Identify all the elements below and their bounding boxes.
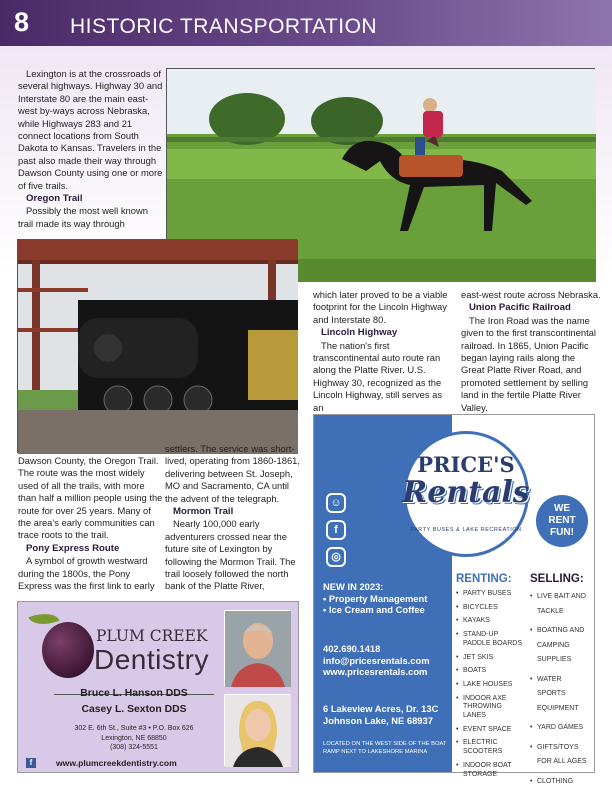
doctor-1-portrait xyxy=(225,611,291,687)
doctor-2-portrait xyxy=(225,695,291,767)
renting-item: • KAYAKS xyxy=(456,617,526,626)
we-rent-fun-badge xyxy=(536,495,588,547)
article-intro: Lexington is at the crossroads of several highways. Highway 30 and Interstate 80 are the main east-west by-ways across Nebraska, while Highways 283 and 21 connect locations from South Dakota to Kansas. Travelers in the past also made their way through Dawson County using one or more of five trails. xyxy=(18,68,163,191)
renting-item: • ELECTRIC SCOOTERS xyxy=(456,739,526,756)
renting-item: • JET SKIS xyxy=(456,654,526,663)
renting-item: • EVENT SPACE xyxy=(456,726,526,735)
prices-logo-main: Rentals xyxy=(402,475,530,510)
article-column-4 xyxy=(461,289,601,414)
plum-name-line-1: PLUM CREEK xyxy=(96,627,208,645)
prices-address-2: Johnson Lake, NE 68937 xyxy=(323,714,433,726)
prices-logo-subtitle: PARTY BUSES & LAKE RECREATION xyxy=(410,527,522,533)
plum-address xyxy=(18,724,250,753)
renting-heading: RENTING: xyxy=(456,573,512,585)
badge-line-2: RENT xyxy=(548,515,576,526)
doctor-2-photo xyxy=(224,694,290,766)
plum-phone: (308) 324-5551 xyxy=(110,744,158,751)
renting-list xyxy=(456,590,526,779)
renting-item: • STAND-UP PADDLE BOARDS xyxy=(456,631,526,648)
prices-address-1: 6 Lakeview Acres, Dr. 13C xyxy=(323,703,439,714)
page-header xyxy=(0,0,612,46)
article-column-3 xyxy=(313,289,453,414)
new-heading: NEW IN 2023: xyxy=(323,581,384,592)
page-title: HISTORIC TRANSPORTATION xyxy=(70,15,378,38)
renting-item: • PARTY BUSES xyxy=(456,590,526,599)
selling-item: • YARD GAMES xyxy=(530,721,592,736)
renting-item: • INDOOR AXE THROWING LANES xyxy=(456,695,526,721)
prices-phone: 402.690.1418 xyxy=(323,643,381,654)
selling-item: • CLOTHING xyxy=(530,775,592,790)
prices-rentals-ad xyxy=(313,414,595,785)
union-pacific-text: The Iron Road was the name given to the first transcontinental railroad. In 1865, Union Pacific began laying rails along the Great Platte River Road, and promoted settlement by selling land in the fertile Platte River Valley. xyxy=(461,314,596,413)
prices-logo-top: PRICE'S xyxy=(417,452,515,477)
oregon-trail-heading: Oregon Trail xyxy=(26,193,83,205)
new-item-2: • Ice Cream and Coffee xyxy=(323,604,425,615)
train-photo-illustration xyxy=(18,240,298,454)
union-pacific-heading: Union Pacific Railroad xyxy=(469,302,571,314)
steam-locomotive-photo xyxy=(17,239,297,453)
plum-address-2: Lexington, NE 68850 xyxy=(101,734,167,742)
new-in-2023 xyxy=(323,581,451,616)
renting-item: • INDOOR BOAT STORAGE xyxy=(456,762,526,779)
oregon-trail-text-2: Dawson County, the Oregon Trail. The route was the most widely used of all the trails, with more than half a million people using the route for over 25 years. Many of the area's early communities can trace roots to the trail. xyxy=(18,455,163,541)
page-number: 8 xyxy=(14,7,30,37)
mormon-trail-text-1: Nearly 100,000 early adventurers crossed near the future site of Lexington by following the Mormon Trail. The trail loosely followed the north bank of the Platte River, xyxy=(165,518,296,592)
doctor-1: Bruce L. Hanson DDS xyxy=(80,688,188,699)
selling-item: • BOATING AND CAMPING SUPPLIES xyxy=(530,624,592,668)
badge-line-3: FUN! xyxy=(550,527,574,538)
plum-creek-dentistry-ad xyxy=(17,601,299,773)
selling-item: • LIVE BAIT AND TACKLE xyxy=(530,590,592,619)
instagram-icon: ◎ xyxy=(326,547,346,567)
selling-item: • GIFTS/TOYS FOR ALL AGES xyxy=(530,741,592,770)
plum-address-1: 302 E. 6th St., Suite #3 • P.O. Box 626 xyxy=(74,725,194,732)
facebook-icon: f xyxy=(26,758,36,768)
doctor-2: Casey L. Sexton DDS xyxy=(81,704,187,715)
pony-express-heading: Pony Express Route xyxy=(26,542,120,554)
new-item-1: • Property Management xyxy=(323,592,428,604)
renting-item: • LAKE HOUSES xyxy=(456,681,526,690)
prices-web: www.pricesrentals.com xyxy=(323,666,428,677)
oregon-trail-text-1: Possibly the most well known trail made its way through xyxy=(18,205,148,229)
prices-address xyxy=(323,703,451,726)
pony-express-text-2: settlers. The service was short-lived, operating from 1860-1861, delivering between St. Joseph, MO and Sacramento, CA until the advent of the telegraph. xyxy=(165,443,300,504)
selling-list xyxy=(530,590,592,789)
prices-location-note: LOCATED ON THE WEST SIDE OF THE BOAT RAMP NEXT TO LAKESHORE MARINA xyxy=(323,741,447,755)
pony-express-text-1: A symbol of growth westward during the 1800s, the Pony Express was the first link to early xyxy=(18,555,155,592)
mormon-trail-text-2: which later proved to be a viable footprint for the Lincoln Highway and Interstate 80. xyxy=(313,289,448,325)
facebook-icon: f xyxy=(326,520,346,540)
article-column-1-top xyxy=(18,68,164,230)
doctor-1-photo xyxy=(224,610,290,686)
renting-item: • BICYCLES xyxy=(456,604,526,613)
selling-heading: SELLING: xyxy=(530,573,584,585)
article-column-2 xyxy=(165,443,302,593)
selling-item: • WATER SPORTS EQUIPMENT xyxy=(530,673,592,717)
lincoln-highway-heading: Lincoln Highway xyxy=(321,327,398,339)
article-column-1-bottom xyxy=(18,455,164,592)
plum-logo-icon xyxy=(42,622,94,678)
snapchat-icon: ☺ xyxy=(326,493,346,513)
prices-contact xyxy=(323,643,451,678)
mormon-trail-heading: Mormon Trail xyxy=(173,506,234,518)
prices-email: info@pricesrentals.com xyxy=(323,654,430,666)
plum-website: www.plumcreekdentistry.com xyxy=(56,758,177,768)
lincoln-highway-text-2: east-west route across Nebraska. xyxy=(461,289,601,300)
badge-line-1: WE xyxy=(553,503,571,514)
lincoln-highway-text-1: The nation's first transcontinental auto route ran along the Platte River. U.S. Highway 30, recognized as the Lincoln Highway, still serves as an xyxy=(313,339,443,413)
plum-name-line-2: Dentistry xyxy=(94,644,209,675)
renting-item: • BOATS xyxy=(456,667,526,676)
